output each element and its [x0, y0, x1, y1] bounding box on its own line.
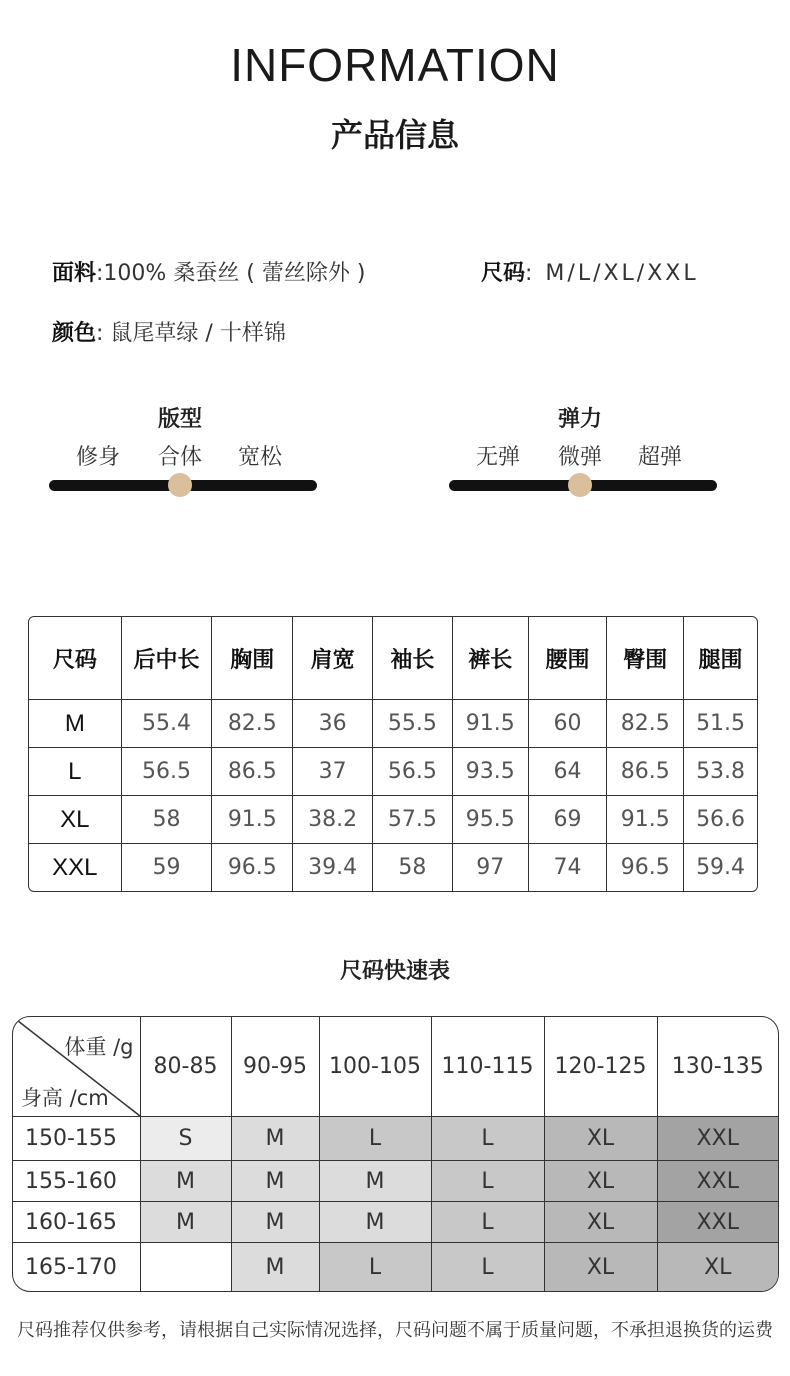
quick-table-size-cell: XXL [657, 1202, 778, 1243]
color-info [52, 316, 286, 347]
quick-table-size-cell: XL [544, 1202, 657, 1243]
fit-slider-knob [168, 473, 192, 497]
size-table-cell: 97 [453, 844, 529, 891]
size-table-cell: 53.8 [684, 748, 757, 796]
quick-table-size-cell: XL [544, 1161, 657, 1202]
size-table-cell: 38.2 [293, 796, 373, 844]
corner-height-label: 身高 /cm [21, 1086, 109, 1110]
quick-table-size-cell: XL [657, 1243, 778, 1293]
quick-size-table [12, 1016, 779, 1292]
size-table-cell: 82.5 [607, 700, 684, 748]
size-table-header-row [29, 617, 757, 700]
size-table-cell: 91.5 [212, 796, 293, 844]
quick-table-size-cell: M [231, 1243, 319, 1293]
size-table-cell: 56.5 [122, 748, 213, 796]
stretch-option-none: 无弹 [475, 445, 520, 470]
fit-option-regular: 合体 [157, 445, 202, 470]
quick-table-row [13, 1161, 778, 1202]
quick-table-size-cell: L [319, 1243, 431, 1293]
size-table-cell: 96.5 [212, 844, 293, 891]
size-table-cell: 93.5 [453, 748, 529, 796]
quick-table-weight-header: 130-135 [657, 1017, 778, 1117]
size-table-header-cell: 裤长 [453, 617, 529, 700]
quick-table-size-cell: XXL [657, 1161, 778, 1202]
quick-table-header-row [13, 1017, 778, 1117]
quick-table-row [13, 1243, 778, 1293]
fit-title: 版型 [157, 407, 202, 432]
size-table-cell: 86.5 [212, 748, 293, 796]
quick-table-size-cell: M [140, 1202, 231, 1243]
size-table-cell: XXL [29, 844, 122, 891]
disclaimer-text: 尺码推荐仅供参考，请根据自己实际情况选择，尺码问题不属于质量问题，不承担退换货的运费 [17, 1320, 773, 1341]
size-table-header-cell: 尺码 [29, 617, 122, 700]
size-table-header-cell: 腰围 [529, 617, 608, 700]
size-table-cell: 56.5 [373, 748, 453, 796]
color-label: 颜色 [52, 321, 97, 346]
page-title-en: INFORMATION [230, 39, 560, 91]
quick-table-size-cell: M [319, 1202, 431, 1243]
quick-table-row [13, 1117, 778, 1161]
size-table-row [29, 796, 757, 844]
quick-table-size-cell: L [319, 1117, 431, 1161]
size-table-cell: 58 [122, 796, 213, 844]
quick-table-size-cell: M [231, 1202, 319, 1243]
size-table-row [29, 844, 757, 891]
quick-table-height-label: 160-165 [13, 1202, 140, 1243]
quick-table-size-cell: XL [544, 1117, 657, 1161]
size-table-cell: 55.4 [122, 700, 213, 748]
size-table-row [29, 700, 757, 748]
size-table-header-cell: 腿围 [684, 617, 757, 700]
size-table-cell: 82.5 [212, 700, 293, 748]
size-table-cell: 55.5 [373, 700, 453, 748]
size-table-cell: M [29, 700, 122, 748]
size-table-header-cell: 臀围 [607, 617, 684, 700]
fabric-info [52, 256, 365, 287]
quick-table-size-cell: XL [544, 1243, 657, 1293]
quick-table-size-cell: M [231, 1117, 319, 1161]
quick-table-size-cell: L [431, 1117, 544, 1161]
size-table-cell: L [29, 748, 122, 796]
corner-weight-label: 体重 /g [64, 1035, 134, 1059]
size-table-header-cell: 肩宽 [293, 617, 373, 700]
size-table-cell: 64 [529, 748, 608, 796]
stretch-title: 弹力 [557, 407, 602, 432]
size-label: 尺码 [481, 261, 526, 286]
quick-table-corner [13, 1017, 140, 1117]
size-table-cell: 60 [529, 700, 608, 748]
quick-table-title: 尺码快速表 [339, 959, 450, 984]
size-table-cell: 69 [529, 796, 608, 844]
size-value: : M/L/XL/XXL [525, 261, 699, 286]
fabric-value: :100% 桑蚕丝 ( 蕾丝除外 ) [96, 261, 366, 286]
color-value: : 鼠尾草绿 / 十样锦 [96, 321, 286, 346]
quick-table-weight-header: 120-125 [544, 1017, 657, 1117]
size-table-cell: 36 [293, 700, 373, 748]
quick-table-weight-header: 90-95 [231, 1017, 319, 1117]
size-table-cell: 58 [373, 844, 453, 891]
size-table-cell: 59 [122, 844, 213, 891]
size-table-cell: 59.4 [696, 855, 746, 880]
size-table-cell: 51.5 [684, 700, 757, 748]
stretch-slider-knob [568, 473, 592, 497]
size-table-cell: XL [29, 796, 122, 844]
size-table-header-cell: 胸围 [212, 617, 293, 700]
quick-table-size-cell: M [319, 1161, 431, 1202]
size-table-cell: 37 [293, 748, 373, 796]
stretch-option-slight: 微弹 [557, 445, 602, 470]
quick-table-row [13, 1202, 778, 1243]
size-measurement-table [28, 616, 758, 892]
size-table-header-cell: 后中长 [122, 617, 213, 700]
quick-table-weight-header: 100-105 [319, 1017, 431, 1117]
quick-table-size-cell: XXL [657, 1117, 778, 1161]
size-info [481, 256, 699, 287]
size-table-cell: 91.5 [607, 796, 684, 844]
size-table-cell: 74 [529, 844, 608, 891]
quick-table-height-label: 150-155 [13, 1117, 140, 1161]
quick-table-size-cell: S [140, 1117, 231, 1161]
quick-table-size-cell: M [231, 1161, 319, 1202]
quick-table-height-label: 155-160 [13, 1161, 140, 1202]
quick-table-size-cell: M [140, 1161, 231, 1202]
size-table-cell: 95.5 [453, 796, 529, 844]
size-table-cell: 86.5 [607, 748, 684, 796]
fit-option-slim: 修身 [75, 445, 120, 470]
fabric-label: 面料 [52, 261, 97, 286]
quick-table-size-cell: L [431, 1161, 544, 1202]
size-table-header-cell: 袖长 [373, 617, 453, 700]
size-table-cell: 39.4 [293, 844, 373, 891]
fit-option-loose: 宽松 [237, 445, 282, 470]
size-table-cell: 91.5 [453, 700, 529, 748]
size-table-cell: 96.5 [607, 844, 684, 891]
quick-table-height-label: 165-170 [13, 1243, 140, 1293]
size-table-cell: 56.6 [684, 796, 757, 844]
page-title-cn: 产品信息 [330, 116, 459, 154]
size-table-row [29, 748, 757, 796]
quick-table-size-cell [140, 1243, 231, 1293]
stretch-option-high: 超弹 [637, 445, 682, 470]
size-table-cell: 57.5 [373, 796, 453, 844]
quick-table-weight-header: 80-85 [140, 1017, 231, 1117]
quick-table-weight-header: 110-115 [431, 1017, 544, 1117]
quick-table-size-cell: L [431, 1243, 544, 1293]
quick-table-size-cell: L [431, 1202, 544, 1243]
